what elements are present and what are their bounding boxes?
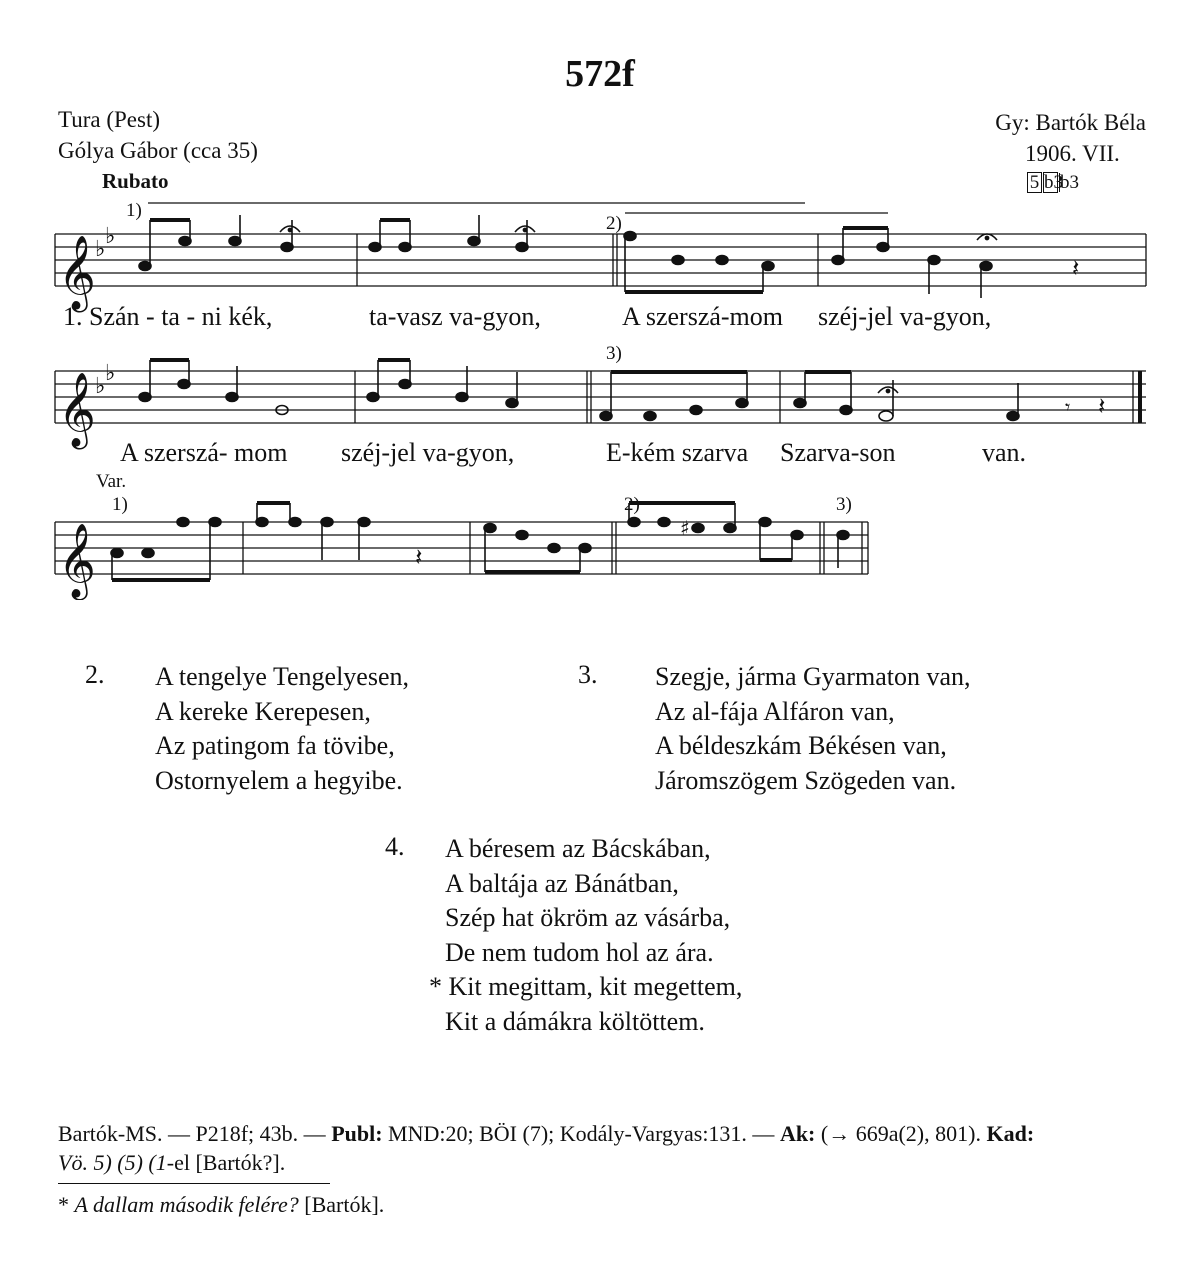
lyric-line1-seg4: széj-jel va-gyon, (818, 302, 992, 331)
footnote-italic: A dallam második felére? (74, 1192, 299, 1217)
verse-line: A baltája az Bánátban, (445, 868, 679, 898)
variant-mark-1: 1) (112, 494, 128, 515)
verse-number-4: 4. (385, 832, 405, 861)
ref-kad-italic: Vö. 5) (5) (1 (58, 1150, 167, 1175)
footnote-rest: [Bartók]. (298, 1192, 385, 1217)
verse-number-3: 3. (578, 660, 598, 689)
footnote-rule (58, 1183, 330, 1184)
variant-mark-3: 3) (836, 494, 852, 515)
flat-icon: ♭ (105, 361, 116, 386)
verse-line: A kereke Kerepesen, (155, 696, 371, 726)
references-line-1 (58, 1119, 1034, 1148)
svg-text:𝄽: 𝄽 (1072, 254, 1080, 282)
verse-line: Az patingom fa tövibe, (155, 731, 395, 760)
treble-clef-icon: 𝄞 (58, 373, 96, 447)
staff-system-1 (55, 203, 1146, 286)
volta-mark-2: 2) (606, 213, 622, 234)
footnote-star: * (58, 1192, 75, 1217)
lyric-line2-seg4: Szarva-son (780, 438, 896, 467)
verse-line: De nem tudom hol az ára. (445, 937, 714, 967)
svg-text:𝄽: 𝄽 (415, 543, 423, 571)
volta-mark-1: 1) (126, 200, 142, 221)
lyric-line2-seg1: A szerszá- mom (120, 438, 288, 467)
lyric-line2-seg3: E-kém szarva (606, 438, 749, 467)
ref-publ: MND:20; BÖI (7); Kodály-Vargyas:131. — (382, 1121, 780, 1146)
verse-line: Az al-fája Alfáron van, (655, 696, 895, 726)
flat-icon: ♭ (105, 224, 116, 249)
treble-clef-icon: 𝄞 (58, 236, 96, 310)
svg-text:𝄽: 𝄽 (1098, 392, 1106, 420)
verse-line: Szegje, járma Gyarmaton van, (655, 662, 971, 691)
svg-text:♯: ♯ (680, 516, 690, 540)
verse-2 (155, 660, 409, 798)
ref-kad-rest: -el [Bartók?]. (166, 1150, 286, 1175)
cadence-box-3: b3 (1060, 172, 1079, 193)
lyric-line1-seg1: 1. Szán - ta - ni kék, (63, 302, 273, 331)
verse-line: Kit a dámákra költöttem. (445, 1006, 705, 1036)
verse-line: Szép hat ökröm az vásárba, (445, 903, 731, 932)
lyric-line1-seg2: ta-vasz va-gyon, (369, 302, 541, 331)
cadence-box-1: 5 (1027, 172, 1042, 193)
treble-clef-icon: 𝄞 (58, 524, 96, 598)
lyric-line2-seg2: széj-jel va-gyon, (341, 438, 515, 467)
footnote (58, 1190, 384, 1219)
flat-icon: ♭ (95, 237, 106, 262)
ref-publ-label: Publ: (331, 1121, 383, 1146)
volta-mark-3: 3) (606, 343, 622, 364)
place-text: Tura (Pest) (58, 107, 161, 132)
ref-kad-label: Kad: (986, 1121, 1035, 1146)
music-score (0, 0, 1200, 600)
tempo-marking: Rubato (102, 169, 169, 193)
verse-number-2: 2. (85, 660, 105, 689)
lyric-line2-seg5: van. (982, 438, 1027, 467)
staff-system-3 (55, 522, 868, 574)
singer-text: Gólya Gábor (cca 35) (58, 138, 258, 163)
notes-system-3 (111, 503, 849, 580)
verse-line: A béresem az Bácskában, (445, 834, 711, 863)
verse-line: A béldeszkám Békésen van, (655, 731, 947, 760)
variants-label: Var. (96, 471, 127, 492)
svg-text:𝄾: 𝄾 (1065, 395, 1071, 419)
date-text: 1906. VII. (1025, 141, 1120, 166)
verse-3 (655, 660, 971, 798)
verse-4 (429, 832, 743, 1039)
ref-source: Bartók-MS. — P218f; 43b. — (58, 1121, 332, 1146)
verse-line: * Kit megittam, kit megettem, (429, 972, 743, 1001)
ref-ak-label: Ak: (779, 1121, 816, 1146)
lyric-line1-seg3: A szerszá-mom (622, 302, 784, 331)
page-title: 572f (565, 53, 635, 95)
cadence-box-2: b3 (1044, 172, 1063, 193)
verse-line: Járomszögem Szögeden van. (655, 765, 957, 795)
references-line-2 (58, 1148, 285, 1177)
variant-mark-2: 2) (624, 494, 640, 515)
verse-line: Ostornyelem a hegyibe. (155, 765, 403, 795)
ref-ak: (→ 669a(2), 801). (815, 1121, 987, 1146)
collector-text: Gy: Bartók Béla (995, 110, 1146, 135)
verse-line: A tengelye Tengelyesen, (155, 662, 410, 691)
flat-icon: ♭ (95, 374, 106, 399)
